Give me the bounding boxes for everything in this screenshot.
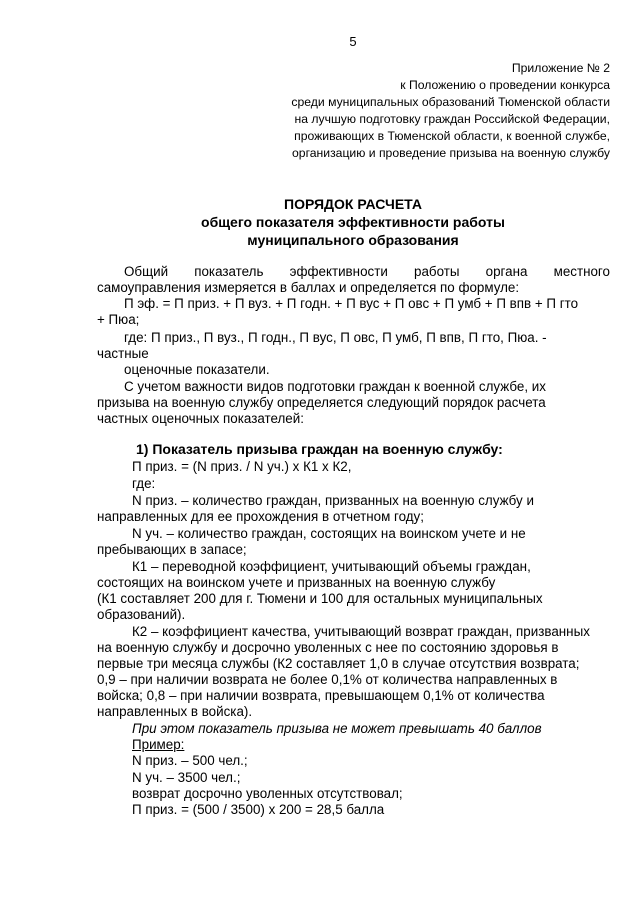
definition-line: направленных в войска).	[97, 704, 253, 719]
definition-line: образований).	[97, 607, 186, 622]
document-subtitle: муниципального образования	[247, 232, 459, 248]
definition-line: на военную службу и досрочно уволенных с нее по состоянию здоровья в	[97, 640, 559, 655]
example-line: N приз. – 500 чел.;	[132, 753, 248, 768]
limit-note: При этом показатель призыва не может превышать 40 баллов	[132, 721, 542, 736]
appendix-block	[291, 60, 610, 161]
section-heading: 1) Показатель призыва граждан на военную службу:	[136, 441, 503, 457]
definition-line: 0,9 – при наличии возврата не более 0,1% от количества направленных в	[97, 672, 558, 687]
definition-line: N уч. – количество граждан, состоящих на воинском учете и не	[132, 526, 526, 541]
intro-paragraph-line: самоуправления измеряется в баллах и определяется по формуле:	[97, 280, 520, 295]
page-number: 5	[349, 34, 357, 49]
importance-paragraph-line: частных оценочных показателей:	[97, 411, 304, 426]
example-line: возврат досрочно уволенных отсутствовал;	[132, 786, 403, 801]
definition-line: N приз. – количество граждан, призванных на военную службу и	[132, 493, 534, 508]
example-label: Пример:	[132, 737, 185, 752]
importance-paragraph-line: С учетом важности видов подготовки граждан к военной службе, их	[124, 379, 546, 394]
definition-line: направленных для ее прохождения в отчетном году;	[97, 509, 424, 524]
efficiency-formula: + Пюа;	[97, 312, 140, 327]
appendix-line: проживающих в Тюменской области, к военной службе,	[294, 128, 610, 143]
appendix-line: Приложение № 2	[511, 61, 610, 75]
where-line: частные	[97, 346, 149, 361]
definition-line: состоящих на воинском учете и призванных на военную службу	[97, 575, 496, 590]
intro-paragraph-line: Общий показатель эффективности работы органа местного	[124, 264, 610, 279]
definition-line: войска; 0,8 – при наличии возврата, превышающем 0,1% от количества	[97, 688, 545, 703]
where-label: где:	[132, 476, 156, 491]
definition-line: первые три месяца службы (К2 составляет 1,0 в случае отсутствия возврата;	[97, 656, 580, 671]
example-result-line: П приз. = (500 / 3500) х 200 = 28,5 балла	[132, 802, 385, 817]
definition-line: К1 – переводной коэффициент, учитывающий объемы граждан,	[132, 559, 531, 574]
definition-line: К2 – коэффициент качества, учитывающий возврат граждан, призванных	[132, 624, 590, 639]
appendix-line: на лучшую подготовку граждан Российской Федерации,	[294, 111, 610, 126]
appendix-line: к Положению о проведении конкурса	[400, 77, 610, 92]
conscription-formula: П приз. = (N приз. / N уч.) х К1 х К2,	[132, 459, 352, 474]
where-line: где: П приз., П вуз., П годн., П вус, П овс, П умб, П впв, П гто, Пюа. -	[124, 330, 547, 345]
document-subtitle: общего показателя эффективности работы	[201, 214, 505, 230]
where-line: оценочные показатели.	[124, 362, 270, 377]
example-line: N уч. – 3500 чел.;	[132, 770, 241, 785]
document-title: ПОРЯДОК РАСЧЕТА	[284, 196, 422, 212]
definition-line: пребывающих в запасе;	[97, 542, 247, 557]
definition-line: (К1 составляет 200 для г. Тюмени и 100 для остальных муниципальных	[97, 591, 543, 606]
efficiency-formula: П эф. = П приз. + П вуз. + П годн. + П вус + П овс + П умб + П впв + П гто	[124, 296, 579, 311]
appendix-line: среди муниципальных образований Тюменской области	[291, 94, 610, 109]
appendix-line: организацию и проведение призыва на военную службу	[292, 145, 610, 160]
importance-paragraph-line: призыва на военную службу определяется следующий порядок расчета	[97, 395, 546, 410]
